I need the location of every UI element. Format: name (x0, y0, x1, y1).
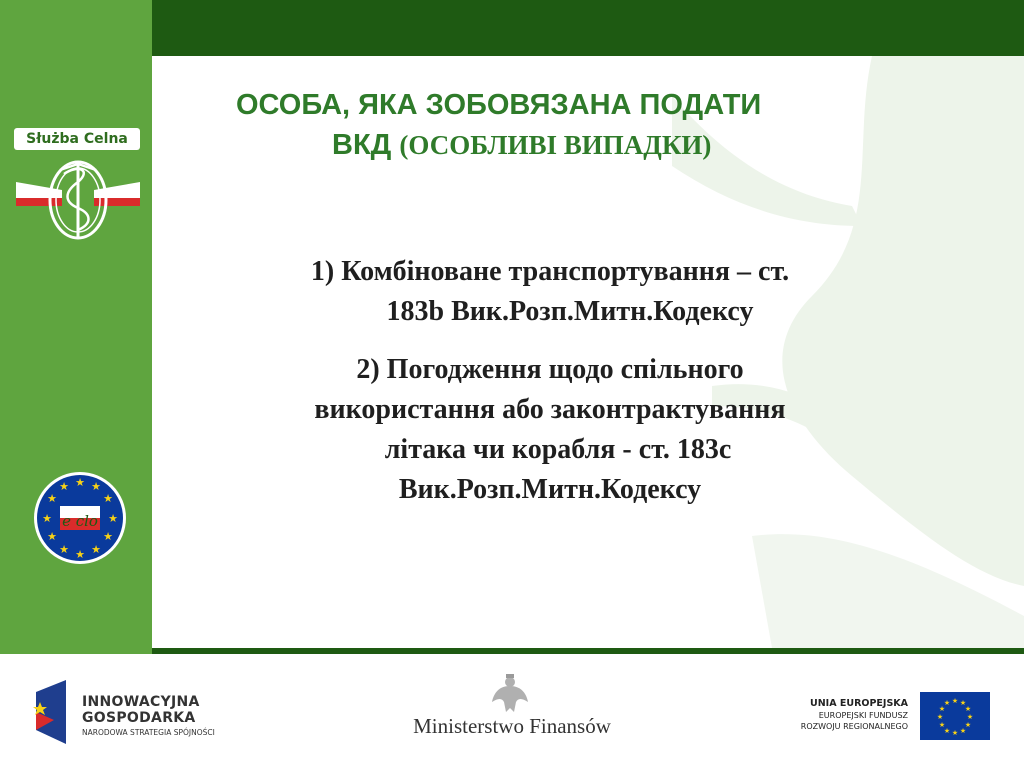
svg-text:★: ★ (951, 697, 959, 705)
eu-flag-icon (920, 692, 990, 740)
svg-text:★: ★ (91, 480, 101, 493)
svg-text:★: ★ (47, 530, 57, 543)
top-banner (152, 0, 1024, 56)
svg-text:★: ★ (964, 721, 972, 729)
innowacyjna-label: INNOWACYJNA (82, 694, 200, 710)
svg-text:★: ★ (91, 543, 101, 556)
svg-text:★: ★ (938, 705, 946, 713)
list-item-2: 2) Погодження щодо спільного використання або законтрактування літака чи корабля - ст. 183c Вик.Розп.Митн.Кодексу (314, 354, 786, 505)
svg-text:★: ★ (103, 530, 113, 543)
svg-text:★: ★ (47, 492, 57, 505)
sluzba-celna-label: Służba Celna (14, 128, 140, 150)
svg-text:★: ★ (59, 543, 69, 556)
title-line-1: ОСОБА, ЯКА ЗОБОВЯЗАНА ПОДАТИ (236, 89, 762, 121)
svg-text:★: ★ (103, 492, 113, 505)
eu-badge-text: e clo (62, 512, 98, 530)
svg-text:★: ★ (108, 512, 118, 525)
svg-text:★: ★ (42, 512, 52, 525)
svg-text:★: ★ (966, 713, 974, 721)
list-item-1: 1) Комбіноване транспортування – ст. 183b Вик.Розп.Митн.Кодексу (310, 256, 790, 327)
svg-text:★: ★ (964, 705, 972, 713)
slide-title (236, 85, 876, 165)
svg-text:★: ★ (959, 727, 967, 735)
customs-caduceus-emblem-icon (14, 152, 142, 242)
ministerstwo-finansow-label: Ministerstwo Finansów (413, 714, 611, 738)
eu-stars-badge-icon (30, 470, 130, 566)
strategy-label: NARODOWA STRATEGIA SPÓJNOŚCI (82, 728, 215, 737)
svg-text:★: ★ (59, 480, 69, 493)
polish-eagle-icon (490, 672, 530, 716)
gospodarka-label: GOSPODARKA (82, 710, 196, 726)
svg-text:★: ★ (943, 727, 951, 735)
svg-text:★: ★ (75, 548, 85, 561)
svg-text:★: ★ (936, 713, 944, 721)
title-line-2-main: ВКД (332, 129, 392, 161)
svg-text:★: ★ (943, 699, 951, 707)
svg-text:★: ★ (75, 476, 85, 489)
svg-text:★: ★ (951, 729, 959, 737)
svg-text:★: ★ (938, 721, 946, 729)
title-line-2-sub: (ОСОБЛИВІ ВИПАДКИ) (399, 130, 712, 160)
svg-text:★: ★ (959, 699, 967, 707)
unia-europejska-text: UNIA EUROPEJSKA EUROPEJSKI FUNDUSZ ROZWOJU REGIONALNEGO (800, 698, 908, 731)
